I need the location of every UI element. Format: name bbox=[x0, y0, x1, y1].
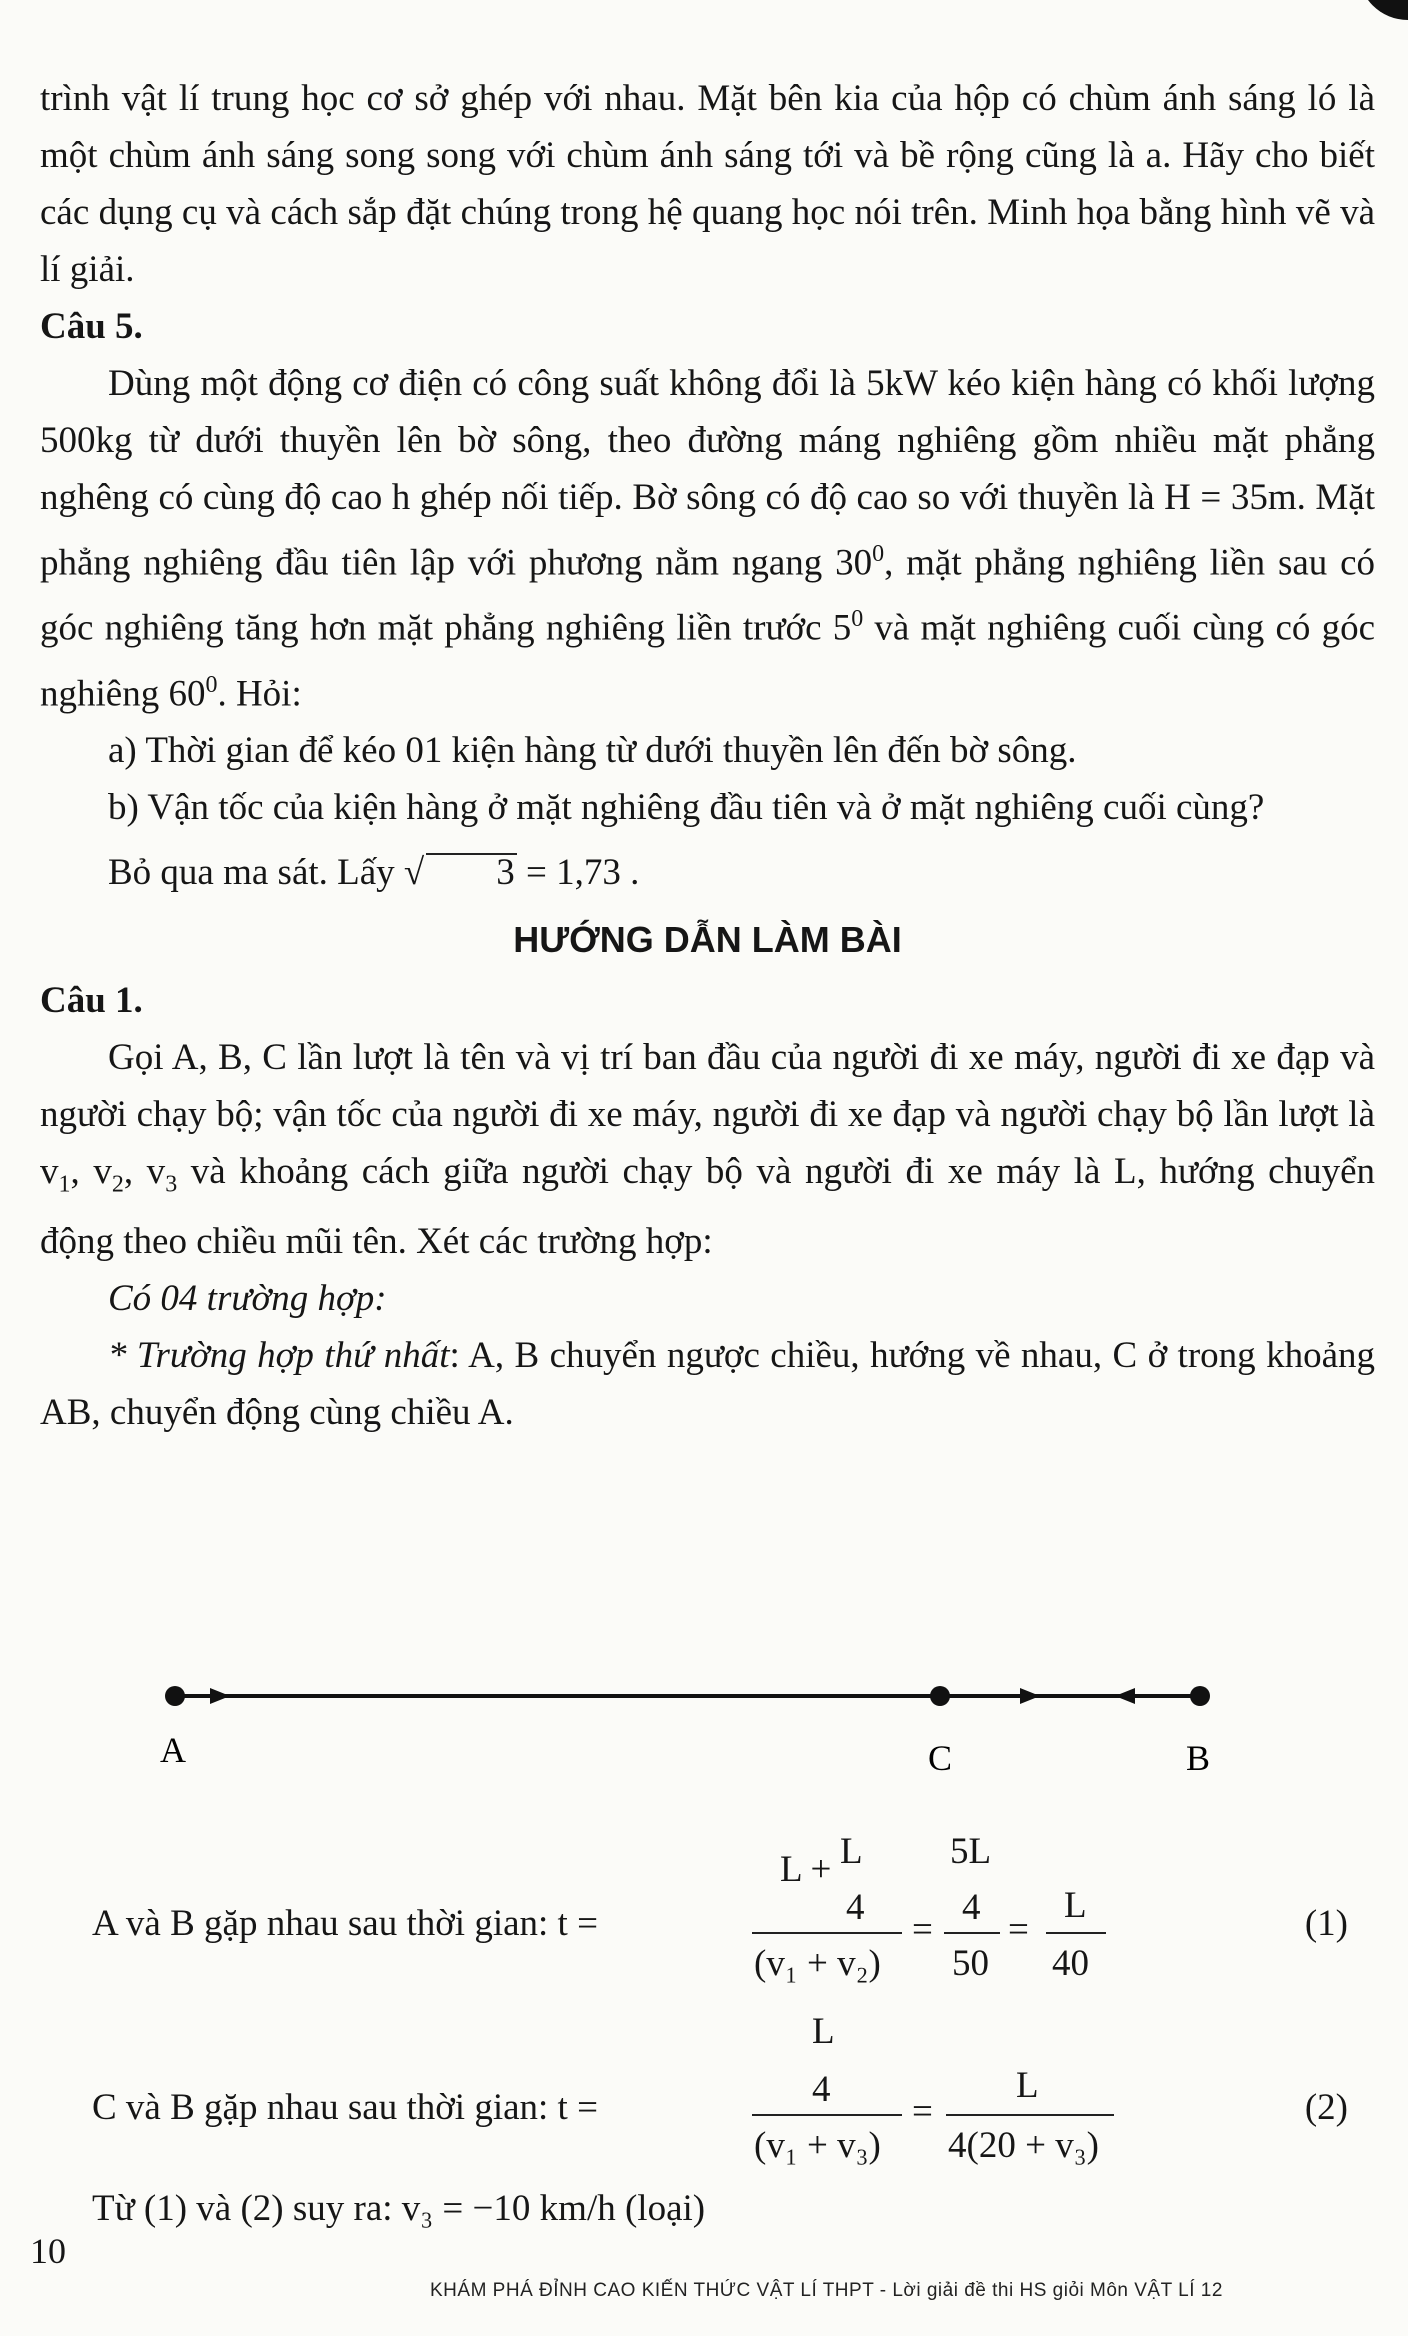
eq1-den: (v₁ + v₂) bbox=[754, 1943, 881, 1984]
equation-2 bbox=[0, 2010, 1408, 2180]
eq1-f2-top: 5L bbox=[950, 1831, 992, 1872]
conclusion bbox=[92, 2180, 1292, 2237]
case1: * Trường hợp thứ nhất: A, B chuyển ngược chiều, hướng về nhau, C ở trong khoảng AB, chuyển động cùng chiều A. bbox=[40, 1335, 1375, 1434]
eq1-f2-mid: 4 bbox=[962, 1887, 981, 1928]
label-c: C bbox=[928, 1738, 953, 1778]
eq1-equals-2: = bbox=[1008, 1909, 1029, 1950]
conclusion-text: Từ (1) và (2) suy ra: v₃ = −10 km/h (loại) bbox=[92, 2188, 706, 2229]
eq2-equals: = bbox=[912, 2091, 933, 2132]
eq1-label: A và B gặp nhau sau thời gian: t = bbox=[92, 1903, 598, 1944]
page-corner-mark bbox=[1358, 0, 1408, 20]
eq2-fraction-line-2 bbox=[946, 2114, 1114, 2116]
eq1-fraction-line-3 bbox=[1046, 1932, 1106, 1934]
eq2-den: (v₁ + v₃) bbox=[754, 2125, 881, 2166]
body-text bbox=[40, 70, 1375, 1441]
eq1-number: (1) bbox=[1304, 1903, 1348, 1944]
eq1-fraction-line-1 bbox=[752, 1932, 902, 1934]
cau1-title: Câu 1. bbox=[40, 979, 143, 1021]
eq2-top-L: L bbox=[812, 2011, 835, 2052]
point-b bbox=[1190, 1686, 1210, 1706]
eq2-number: (2) bbox=[1304, 2087, 1348, 2128]
label-b: B bbox=[1186, 1738, 1211, 1778]
arrow-b-left bbox=[1115, 1688, 1135, 1704]
eq2-fraction-line-1 bbox=[752, 2114, 902, 2116]
label-a: A bbox=[160, 1730, 186, 1770]
eq1-f3-den: 40 bbox=[1052, 1943, 1089, 1984]
guide-heading: HƯỚNG DẪN LÀM BÀI bbox=[513, 918, 902, 960]
eq1-fraction-line-2 bbox=[944, 1932, 1000, 1934]
cau1-body: Gọi A, B, C lần lượt là tên và vị trí ban đầu của người đi xe máy, người đi xe đạp và người chạy bộ; vận tốc của người đi xe máy, người đi xe đạp và người chạy bộ lần lượt là $v_1$, $v_2$, $v_3$ và khoảng cách giữa người chạy bộ và người đi xe máy là L, hướng chuyển động theo chiều mũi tên. Xét các trường hợp: bbox=[40, 1036, 1376, 1263]
arrow-c-right bbox=[1020, 1688, 1040, 1704]
point-c bbox=[930, 1686, 950, 1706]
eq2-label: C và B gặp nhau sau thời gian: t = bbox=[92, 2087, 598, 2128]
paragraph-continuation: trình vật lí trung học cơ sở ghép với nhau. Mặt bên kia của hộp có chùm ánh sáng ló là một chùm ánh sáng song song với chùm ánh sáng tới và bề rộng cũng là a. Hãy cho biết các dụng cụ và cách sắp đặt chúng trong hệ quang học nói trên. Minh họa bằng hình vẽ và lí giải. bbox=[40, 78, 1375, 290]
eq1-num-4: 4 bbox=[846, 1887, 865, 1928]
cau5-question-a: a) Thời gian để kéo 01 kiện hàng từ dưới thuyền lên đến bờ sông. bbox=[108, 729, 1077, 771]
eq1-f2-den: 50 bbox=[952, 1943, 989, 1984]
eq2-num-4: 4 bbox=[812, 2069, 831, 2110]
eq2-f2-den: 4(20 + v₃) bbox=[948, 2125, 1099, 2166]
cau5-title: Câu 5. bbox=[40, 306, 143, 347]
equation-1 bbox=[0, 1820, 1408, 2000]
footer-title: KHÁM PHÁ ĐỈNH CAO KIẾN THỨC VẬT LÍ THPT - Lời giải đề thi HS giỏi Môn VẬT LÍ 12 bbox=[430, 2280, 1223, 2301]
arrow-a-right bbox=[210, 1688, 230, 1704]
cau5-note: Bỏ qua ma sát. Lấy √ 3 = 1,73 . bbox=[108, 851, 640, 893]
motion-diagram bbox=[150, 1680, 1230, 1790]
point-a bbox=[165, 1686, 185, 1706]
cases-intro: Có 04 trường hợp: bbox=[108, 1278, 387, 1320]
cau5-question-b: b) Vận tốc của kiện hàng ở mặt nghiêng đầu tiên và ở mặt nghiêng cuối cùng? bbox=[108, 786, 1265, 828]
eq1-num-main: L + bbox=[780, 1849, 832, 1890]
eq1-f3-num: L bbox=[1064, 1885, 1087, 1926]
eq2-f2-num: L bbox=[1016, 2065, 1039, 2106]
page-number: 10 bbox=[30, 2231, 66, 2271]
eq1-top-L: L bbox=[840, 1831, 863, 1872]
eq1-equals-1: = bbox=[912, 1909, 933, 1950]
cau5-body: Dùng một động cơ điện có công suất không đổi là 5kW kéo kiện hàng có khối lượng 500kg từ dưới thuyền lên bờ sông, theo đường máng nghiêng gồm nhiều mặt phẳng nghêng có cùng độ cao h ghép nối tiếp. Bờ sông có độ cao so với thuyền là H = 35m. Mặt phẳng nghiêng đầu tiên lập với phương nằm ngang $30^0$, mặt phẳng nghiêng liền sau có góc nghiêng tăng hơn mặt phẳng nghiêng liền trước $5^0$ và mặt nghiêng cuối cùng có góc nghiêng $60^0$. Hỏi: bbox=[40, 363, 1376, 714]
